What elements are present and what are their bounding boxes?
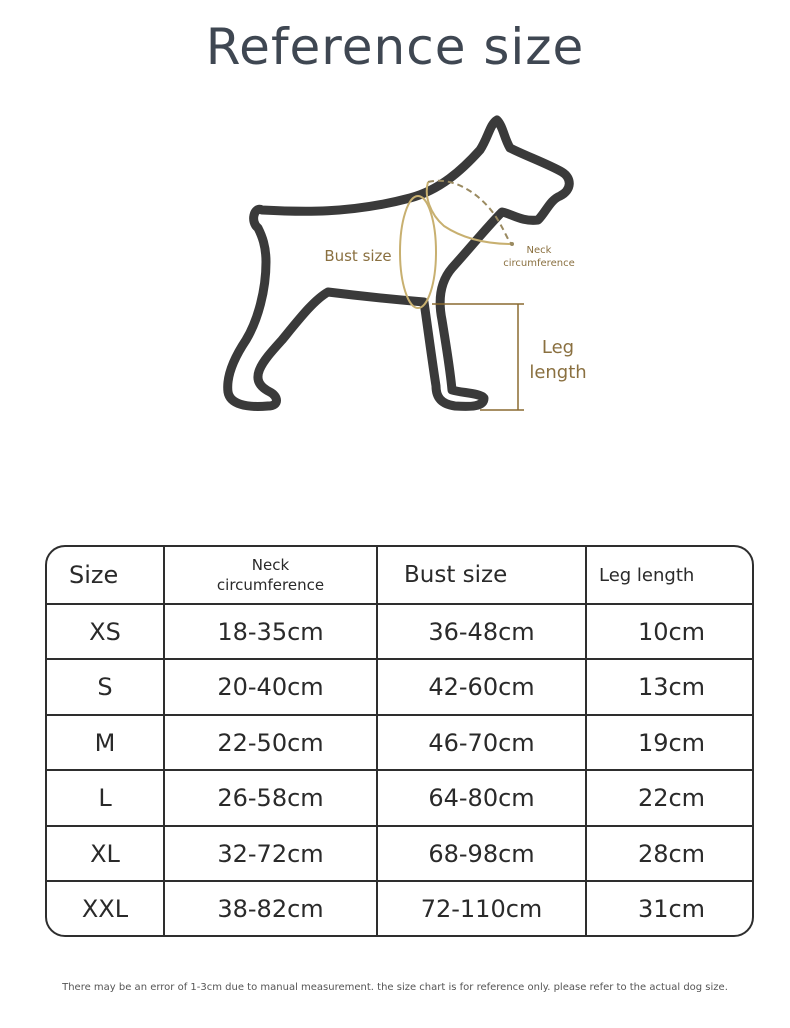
cell-neck: 38-82cm	[164, 881, 377, 935]
cell-leg: 13cm	[586, 659, 754, 714]
cell-bust: 68-98cm	[377, 826, 586, 881]
cell-leg: 22cm	[586, 770, 754, 825]
header-size: Size	[47, 547, 164, 604]
cell-neck: 22-50cm	[164, 715, 377, 770]
cell-size: L	[47, 770, 164, 825]
cell-leg: 10cm	[586, 604, 754, 659]
cell-neck: 32-72cm	[164, 826, 377, 881]
cell-bust: 64-80cm	[377, 770, 586, 825]
bust-size-label: Bust size	[324, 247, 392, 265]
header-neck-line1: Neck	[251, 556, 290, 574]
cell-size: XL	[47, 826, 164, 881]
header-leg: Leg length	[586, 547, 754, 604]
table-row	[47, 659, 754, 714]
bust-measure-ring	[400, 196, 436, 308]
table-row	[47, 715, 754, 770]
cell-size: XXL	[47, 881, 164, 935]
cell-size: S	[47, 659, 164, 714]
neck-label-line1: Neck	[526, 245, 552, 256]
cell-neck: 26-58cm	[164, 770, 377, 825]
cell-size: XS	[47, 604, 164, 659]
table-row	[47, 881, 754, 935]
cell-leg: 28cm	[586, 826, 754, 881]
header-neck	[164, 547, 377, 604]
header-bust: Bust size	[377, 547, 586, 604]
dog-measurement-diagram	[0, 100, 790, 430]
table-row	[47, 604, 754, 659]
cell-bust: 36-48cm	[377, 604, 586, 659]
table-row	[47, 826, 754, 881]
leg-label-line2: length	[529, 362, 587, 383]
cell-bust: 42-60cm	[377, 659, 586, 714]
cell-bust: 46-70cm	[377, 715, 586, 770]
cell-size: M	[47, 715, 164, 770]
disclaimer-text: There may be an error of 1-3cm due to manual measurement. the size chart is for reference only. please refer to the actual dog size.	[62, 982, 728, 993]
page-title: Reference size	[205, 18, 585, 76]
table-row	[47, 770, 754, 825]
cell-leg: 19cm	[586, 715, 754, 770]
size-table	[45, 545, 754, 937]
cell-neck: 20-40cm	[164, 659, 377, 714]
cell-leg: 31cm	[637, 894, 706, 923]
header-neck-line2: circumference	[216, 576, 325, 594]
table-header-row	[47, 547, 754, 604]
cell-bust: 72-110cm	[377, 881, 586, 935]
leg-label-line1: Leg	[541, 337, 575, 358]
neck-label-line2: circumference	[503, 258, 575, 269]
cell-neck: 18-35cm	[164, 604, 377, 659]
